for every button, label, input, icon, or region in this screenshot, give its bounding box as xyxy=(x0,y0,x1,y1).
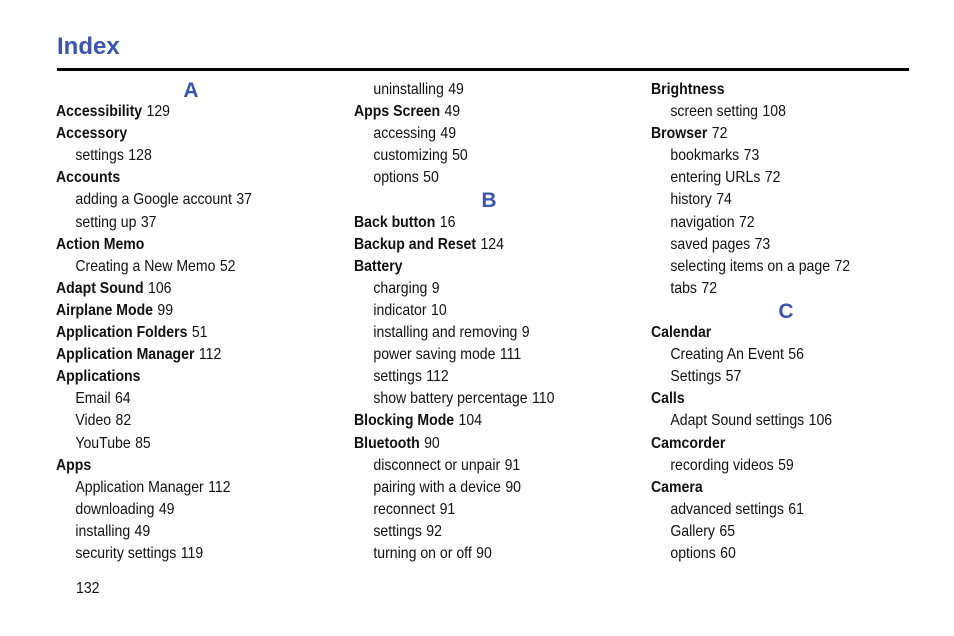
entry-term: accessing xyxy=(373,125,436,143)
entry-page-link[interactable]: 72 xyxy=(764,169,781,187)
index-subentry xyxy=(354,278,592,300)
entry-term: Backup and Reset xyxy=(354,235,477,253)
entry-page-link[interactable]: 9 xyxy=(431,279,440,297)
entry-page-link[interactable]: 106 xyxy=(808,412,833,430)
entry-term: disconnect or unpair xyxy=(373,456,501,474)
index-entry xyxy=(56,344,294,366)
entry-page-link[interactable]: 112 xyxy=(208,478,231,496)
index-subentry xyxy=(354,388,592,410)
entry-term: Email xyxy=(75,390,111,408)
entry-page-link[interactable]: 72 xyxy=(701,279,718,297)
entry-term: Application Manager xyxy=(56,346,195,364)
entry-page-link[interactable]: 91 xyxy=(439,500,456,518)
entry-page-link[interactable]: 90 xyxy=(505,478,521,496)
index-entry xyxy=(354,212,592,234)
index-subentry xyxy=(56,256,294,278)
index-subentry xyxy=(651,344,889,366)
entry-page-link[interactable]: 85 xyxy=(135,434,151,452)
index-entry xyxy=(354,410,592,432)
entry-page-link[interactable]: 49 xyxy=(448,81,464,98)
entry-term: Adapt Sound settings xyxy=(670,412,805,430)
entry-term: adding a Google account xyxy=(75,191,232,209)
entry-page-link[interactable]: 51 xyxy=(191,324,208,342)
entry-term: indicator xyxy=(373,301,427,319)
index-column-3 xyxy=(651,79,921,565)
index-entry xyxy=(651,433,889,455)
index-entry xyxy=(56,234,294,256)
entry-term: advanced settings xyxy=(670,500,784,518)
index-subentry xyxy=(56,499,294,521)
index-subentry xyxy=(651,101,889,123)
entry-page-link[interactable]: 49 xyxy=(134,522,151,540)
index-subentry xyxy=(354,477,592,499)
index-entry xyxy=(56,322,294,344)
entry-term: security settings xyxy=(75,544,177,562)
index-subentry xyxy=(56,410,294,432)
entry-page-link[interactable]: 16 xyxy=(439,213,456,231)
entry-term: settings xyxy=(373,368,422,386)
index-subentry xyxy=(354,521,592,543)
entry-page-link[interactable]: 112 xyxy=(198,346,222,364)
entry-term: Application Manager xyxy=(75,478,204,496)
index-entry xyxy=(651,79,889,101)
entry-term: Camera xyxy=(651,478,703,496)
index-subentry xyxy=(651,521,889,543)
entry-page-link[interactable]: 128 xyxy=(128,147,152,165)
entry-page-link[interactable]: 112 xyxy=(426,368,449,386)
entry-page-link[interactable]: 49 xyxy=(444,103,461,121)
index-subentry xyxy=(56,145,294,167)
index-entry xyxy=(56,300,294,322)
entry-term: Applications xyxy=(56,368,141,386)
index-subentry xyxy=(56,543,294,565)
index-column-1 xyxy=(56,79,326,565)
entry-page-link[interactable]: 64 xyxy=(114,390,131,408)
entry-page-link[interactable]: 50 xyxy=(423,169,439,187)
entry-term: Apps xyxy=(56,456,92,474)
index-subentry xyxy=(651,145,889,167)
index-subentry xyxy=(354,455,592,477)
index-entry xyxy=(56,366,294,388)
index-subentry xyxy=(354,499,592,521)
entry-term: Gallery xyxy=(670,522,715,540)
entry-term: reconnect xyxy=(373,500,436,518)
entry-term: Blocking Mode xyxy=(354,412,455,430)
entry-term: Back button xyxy=(354,213,436,231)
entry-term: Bluetooth xyxy=(354,434,420,452)
index-subentry xyxy=(651,278,889,300)
entry-page-link[interactable]: 82 xyxy=(115,412,132,430)
entry-page-link[interactable]: 111 xyxy=(499,346,522,364)
entry-term: installing xyxy=(75,522,131,540)
entry-term: Creating An Event xyxy=(670,346,784,364)
entry-term: downloading xyxy=(75,500,155,518)
entry-page-link[interactable]: 90 xyxy=(424,434,440,452)
index-subentry xyxy=(651,167,889,189)
entry-term: entering URLs xyxy=(670,169,761,187)
entry-term: saved pages xyxy=(670,235,751,253)
index-subentry xyxy=(354,543,592,565)
entry-page-link[interactable]: 108 xyxy=(762,103,786,121)
entry-page-link[interactable]: 73 xyxy=(754,235,771,253)
entry-page-link[interactable]: 72 xyxy=(834,257,851,275)
entry-page-link[interactable]: 56 xyxy=(788,346,804,364)
entry-term: charging xyxy=(373,279,428,297)
index-subentry xyxy=(354,300,592,322)
entry-term: Action Memo xyxy=(56,235,145,253)
entry-page-link[interactable]: 90 xyxy=(476,544,492,562)
index-subentry xyxy=(651,366,889,388)
entry-page-link[interactable]: 49 xyxy=(440,125,457,143)
title-rule xyxy=(57,68,909,71)
index-subentry xyxy=(651,543,889,565)
index-entry xyxy=(56,123,294,145)
index-subentry xyxy=(651,189,889,211)
entry-page-link[interactable]: 52 xyxy=(219,257,236,275)
entry-page-link[interactable]: 72 xyxy=(711,125,728,143)
index-entry xyxy=(651,123,889,145)
entry-page-link[interactable]: 60 xyxy=(720,544,736,562)
entry-page-link[interactable]: 73 xyxy=(743,147,760,165)
entry-term: pairing with a device xyxy=(373,478,501,496)
entry-term: settings xyxy=(75,147,124,165)
entry-page-link[interactable]: 10 xyxy=(430,301,447,319)
entry-term: Adapt Sound xyxy=(56,279,144,297)
index-entry xyxy=(651,388,889,410)
entry-term: recording videos xyxy=(670,456,774,474)
entry-page-link[interactable]: 57 xyxy=(725,368,742,386)
index-subentry xyxy=(354,167,592,189)
index-subentry xyxy=(354,79,592,101)
entry-term: power saving mode xyxy=(373,346,496,364)
entry-page-link[interactable]: 124 xyxy=(480,235,504,253)
entry-page-link[interactable]: 9 xyxy=(521,324,530,342)
entry-term: customizing xyxy=(373,147,448,165)
index-subentry xyxy=(651,234,889,256)
entry-page-link[interactable]: 37 xyxy=(140,213,157,231)
index-entry xyxy=(56,278,294,300)
entry-page-link[interactable]: 74 xyxy=(716,191,732,209)
index-subentry xyxy=(651,256,889,278)
section-letter: C xyxy=(778,299,794,323)
entry-term: options xyxy=(373,169,419,187)
index-subentry xyxy=(354,123,592,145)
entry-term: Airplane Mode xyxy=(56,301,154,319)
entry-term: Accessory xyxy=(56,125,128,143)
index-subentry xyxy=(651,499,889,521)
entry-term: installing and removing xyxy=(373,324,518,342)
entry-term: turning on or off xyxy=(373,544,472,562)
entry-term: Camcorder xyxy=(651,434,726,452)
entry-page-link[interactable]: 106 xyxy=(148,279,172,297)
index-entry xyxy=(56,167,294,189)
entry-page-link[interactable]: 65 xyxy=(719,522,736,540)
entry-term: show battery percentage xyxy=(373,390,528,408)
entry-page-link[interactable]: 59 xyxy=(778,456,794,474)
section-letter: A xyxy=(183,79,199,102)
index-entry xyxy=(354,433,592,455)
entry-page-link[interactable]: 92 xyxy=(426,522,442,540)
entry-page-link[interactable]: 104 xyxy=(458,412,483,430)
entry-page-link[interactable]: 99 xyxy=(157,301,174,319)
entry-page-link[interactable]: 37 xyxy=(236,191,252,209)
index-subentry xyxy=(56,388,294,410)
index-subentry xyxy=(354,366,592,388)
entry-term: Browser xyxy=(651,125,708,143)
entry-term: Accounts xyxy=(56,169,121,187)
entry-page-link[interactable]: 49 xyxy=(158,500,175,518)
entry-term: Settings xyxy=(670,368,722,386)
entry-term: Battery xyxy=(354,257,403,275)
entry-page-link[interactable]: 110 xyxy=(531,390,555,408)
page-title: Index xyxy=(57,33,120,60)
index-entry xyxy=(354,101,592,123)
entry-term: navigation xyxy=(670,213,735,231)
index-entry xyxy=(651,322,889,344)
entry-term: bookmarks xyxy=(670,147,740,165)
index-subentry xyxy=(56,433,294,455)
index-entry xyxy=(56,101,294,123)
entry-page-link[interactable]: 61 xyxy=(788,500,804,518)
entry-term: options xyxy=(670,544,716,562)
index-column-2 xyxy=(354,79,624,565)
entry-term: selecting items on a page xyxy=(670,257,831,275)
entry-term: YouTube xyxy=(75,434,131,452)
entry-page-link[interactable]: 72 xyxy=(738,213,755,231)
entry-term: Video xyxy=(75,412,112,430)
index-entry xyxy=(354,256,592,278)
entry-term: screen setting xyxy=(670,103,759,121)
index-subentry xyxy=(56,189,294,211)
entry-term: Calendar xyxy=(651,324,712,342)
section-letter: B xyxy=(481,189,497,213)
index-entry xyxy=(354,234,592,256)
entry-term: setting up xyxy=(75,213,137,231)
entry-term: Brightness xyxy=(651,81,725,98)
entry-term: Application Folders xyxy=(56,324,188,342)
entry-term: uninstalling xyxy=(373,81,444,98)
index-entry xyxy=(651,477,889,499)
entry-page-link[interactable]: 91 xyxy=(504,456,521,474)
entry-term: Creating a New Memo xyxy=(75,257,216,275)
index-subentry xyxy=(651,410,889,432)
index-subentry xyxy=(56,212,294,234)
index-entry xyxy=(56,455,294,477)
index-subentry xyxy=(354,145,592,167)
index-subentry xyxy=(56,477,294,499)
index-subentry xyxy=(56,521,294,543)
index-subentry xyxy=(354,322,592,344)
entry-term: history xyxy=(670,191,712,209)
index-subentry xyxy=(354,344,592,366)
entry-term: settings xyxy=(373,522,422,540)
index-subentry xyxy=(651,455,889,477)
entry-term: tabs xyxy=(670,279,697,297)
entry-page-link[interactable]: 50 xyxy=(452,147,468,165)
entry-term: Calls xyxy=(651,390,685,408)
entry-page-link[interactable]: 129 xyxy=(146,103,170,121)
entry-term: Accessibility xyxy=(56,103,143,121)
entry-term: Apps Screen xyxy=(354,103,441,121)
page-number: 132 xyxy=(76,580,100,597)
index-subentry xyxy=(651,212,889,234)
entry-page-link[interactable]: 119 xyxy=(180,544,204,562)
